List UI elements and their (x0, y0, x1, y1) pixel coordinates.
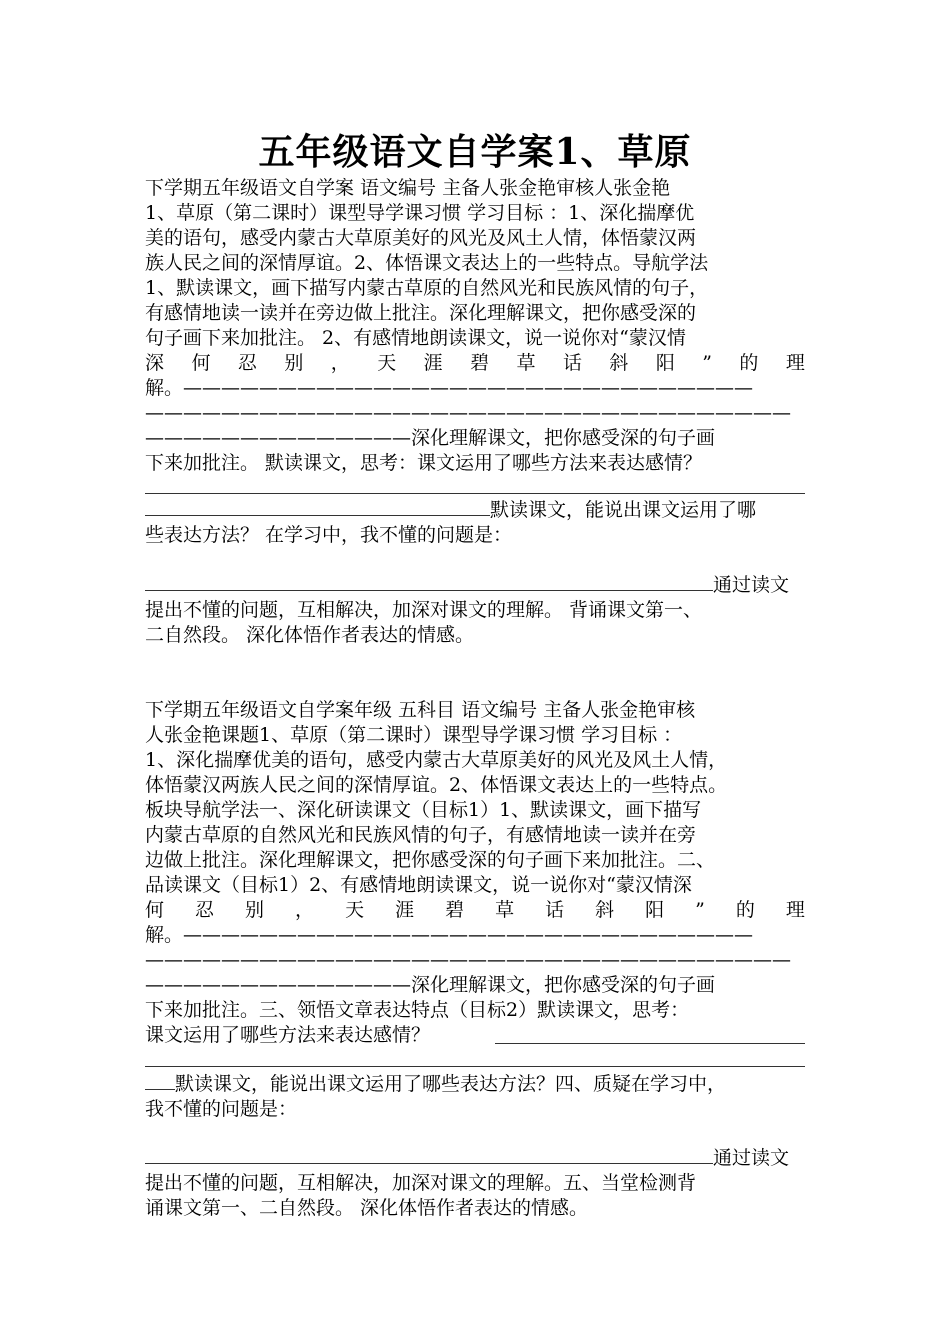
s1-char: 斜 (609, 352, 629, 374)
s2-char: 理 (785, 899, 805, 921)
s2-line-1: 下学期五年级语文自学案年级 五科目 语文编号 主备人张金艳审核 (145, 699, 696, 721)
s2-line-18: 提出不懂的问题，互相解决，加深对课文的理解。五、当堂检测背 (145, 1172, 697, 1194)
s2-line-14: 课文运用了哪些方法来表达感情？ (145, 1024, 431, 1046)
s2-line-15 (145, 1072, 805, 1096)
s1-char: 忍 (237, 352, 257, 374)
s2-line-13: 下来加批注。三、领悟文章表达特点（目标2）默读课文，思考： (145, 999, 690, 1021)
s1-line-13 (145, 498, 805, 522)
s2-line-12: ——————————————深化理解课文，把你感受深的句子画 (145, 974, 716, 996)
s1-char: ” (702, 352, 712, 374)
s1-line-1: 下学期五年级语文自学案 语文编号 主备人张金艳审核人张金艳 (145, 177, 671, 199)
s1-char: 的 (739, 352, 759, 374)
s1-line-6: 有感情地读一读并在旁边做上批注。深化理解课文，把你感受深的 (145, 302, 697, 324)
s2-line-19: 诵课文第一、二自然段。 深化体悟作者表达的情感。 (145, 1197, 589, 1219)
s2-answer-rule-1 (495, 1043, 805, 1044)
s2-line-11: —————————————————————————————————— (145, 949, 791, 971)
s2-char: 草 (495, 899, 515, 921)
s1-char: 天 (377, 352, 397, 374)
s1-line-8-justified (145, 351, 805, 375)
s1-line-16: 提出不懂的问题，互相解决，加深对课文的理解。 背诵课文第一、 (145, 599, 703, 621)
s1-char: 涯 (423, 352, 443, 374)
s2-line-15-text: 默读课文，能说出课文运用了哪些表达方法？四、质疑在学习中， (175, 1073, 727, 1095)
s1-line-2: 1、草原（第二课时）课型导学课习惯 学习目标 ：1、深化揣摩优 (145, 202, 695, 224)
s2-char: 阳 (645, 899, 665, 921)
s2-line-8: 品读课文（目标1）2、有感情地朗读课文，说一说你对“蒙汉情深 (145, 874, 692, 896)
s2-char: ， (295, 899, 315, 921)
s1-char: ， (330, 352, 350, 374)
s1-line-3: 美的语句，感受内蒙古大草原美好的风光及风土人情，体悟蒙汉两 (145, 227, 697, 249)
s1-line-17: 二自然段。 深化体悟作者表达的情感。 (145, 624, 475, 646)
s2-line-5: 板块导航学法一、深化研读课文（目标1）1、默读课文，画下描写 (145, 799, 702, 821)
s1-line-4: 族人民之间的深情厚谊。2、体悟课文表达上的一些特点。导航学法 (145, 252, 709, 274)
s1-line-15-text: 通过读文 (713, 574, 790, 596)
document-title: 五年级语文自学案1、草原 (258, 131, 692, 173)
s2-answer-blank-1 (145, 1089, 175, 1090)
s1-char: 话 (562, 352, 582, 374)
s1-answer-rule-1 (145, 493, 805, 494)
s2-line-6: 内蒙古草原的自然风光和民族风情的句子，有感情地读一读并在旁 (145, 824, 697, 846)
s1-char: 碧 (470, 352, 490, 374)
s2-line-10: 解。—————————————————————————————— (145, 924, 754, 946)
s2-char: 斜 (595, 899, 615, 921)
s1-char: 深 (145, 352, 165, 374)
s2-line-9-justified (145, 898, 805, 922)
s2-char: 忍 (195, 899, 215, 921)
s2-line-3: 1、深化揣摩优美的语句，感受内蒙古大草原美好的风光及风土人情， (145, 749, 728, 771)
s1-line-12: 下来加批注。 默读课文，思考：课文运用了哪些方法来表达感情？ (145, 452, 703, 474)
s2-char: 涯 (395, 899, 415, 921)
s1-line-14: 些表达方法？ 在学习中，我不懂的问题是： (145, 524, 513, 546)
s2-char: ” (695, 899, 705, 921)
s2-line-7: 边做上批注。深化理解课文，把你感受深的句子画下来加批注。二、 (145, 849, 716, 871)
s2-line-16: 我不懂的问题是： (145, 1098, 298, 1120)
s2-char: 别 (245, 899, 265, 921)
s2-answer-blank-2 (145, 1163, 713, 1164)
s2-line-4: 体悟蒙汉两族人民之间的深情厚谊。2、体悟课文表达上的一些特点。 (145, 774, 728, 796)
s1-char: 理 (785, 352, 805, 374)
s1-char: 何 (191, 352, 211, 374)
s1-answer-blank-2 (145, 590, 713, 591)
s1-line-9: 解。—————————————————————————————— (145, 377, 754, 399)
s1-answer-blank-1 (145, 515, 490, 516)
s1-line-5: 1、默读课文，画下描写内蒙古草原的自然风光和民族风情的句子， (145, 277, 709, 299)
s2-line-2: 人张金艳课题1、草原（第二课时）课型导学课习惯 学习目标 ： (145, 724, 683, 746)
s1-line-10: —————————————————————————————————— (145, 402, 791, 424)
s1-char: 别 (284, 352, 304, 374)
s2-char: 碧 (445, 899, 465, 921)
s2-char: 的 (735, 899, 755, 921)
s2-line-17-text: 通过读文 (713, 1147, 790, 1169)
s1-line-15 (145, 573, 805, 597)
s1-line-7: 句子画下来加批注。 2、有感情地朗读课文，说一说你对“蒙汉情 (145, 327, 686, 349)
s2-char: 何 (145, 899, 165, 921)
s2-answer-rule-2 (145, 1066, 805, 1067)
s1-char: 阳 (655, 352, 675, 374)
s2-line-17 (145, 1146, 805, 1170)
s2-char: 话 (545, 899, 565, 921)
s2-char: 天 (345, 899, 365, 921)
s1-char: 草 (516, 352, 536, 374)
s1-line-11: ——————————————深化理解课文，把你感受深的句子画 (145, 427, 716, 449)
s1-line-13-text: 默读课文，能说出课文运用了哪 (490, 499, 757, 521)
